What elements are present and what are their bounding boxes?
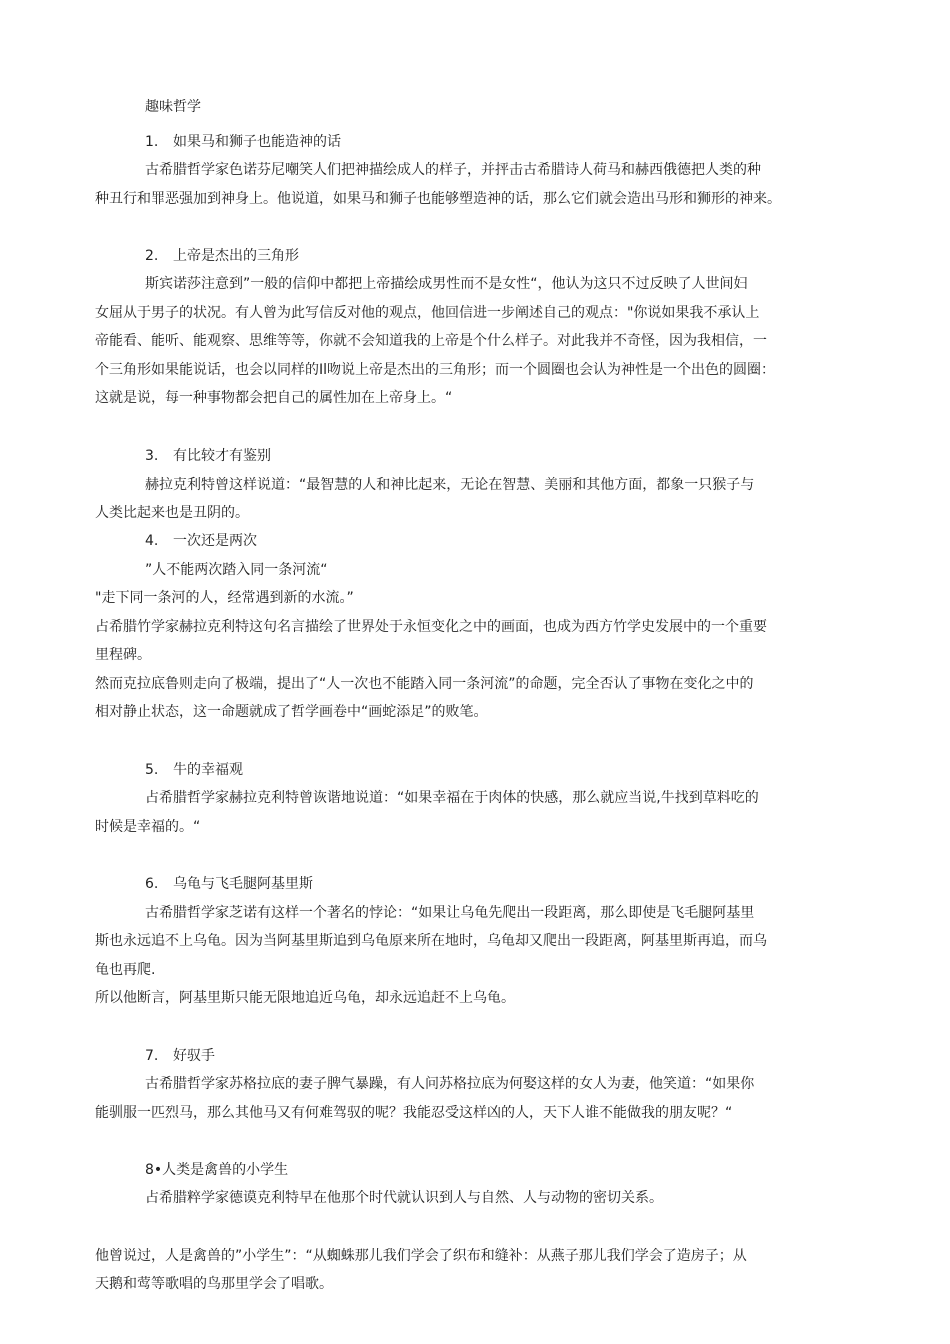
- paragraph-line: 女屈从于男子的状况。有人曾为此写信反对他的观点，他回信进一步阐述自己的观点："你说如果我不承认上: [95, 305, 760, 321]
- paragraph-line: 相对静止状态，这一命题就成了哲学画卷中“画蛇添足”的败笔。: [95, 704, 488, 720]
- paragraph-line: 这就是说，每一种事物都会把自己的属性加在上帝身上。“: [95, 390, 453, 406]
- paragraph-line: ”人不能两次踏入同一条河流“: [145, 562, 328, 578]
- section-number: 1.: [145, 134, 159, 150]
- section-number: 3.: [145, 448, 159, 464]
- paragraph-line: 个三角形如果能说话，也会以同样的Il吻说上帝是杰出的三角形；而一个圆圈也会认为神性是一个出色的圆圈：: [95, 362, 776, 378]
- section-heading: [145, 1160, 288, 1180]
- paragraph-line: 能驯服一匹烈马，那么其他马又有何难驾驭的呢？我能忍受这样凶的人，天下人谁不能做我的朋友呢？“: [95, 1105, 733, 1121]
- paragraph-line: 所以他断言，阿基里斯只能无限地追近乌龟，却永远追赶不上乌龟。: [95, 990, 515, 1006]
- paragraph-line: 他曾说过，人是禽兽的”小学生”：“从蜘蛛那儿我们学会了织布和缝补：从燕子那儿我们学会了造房子；从: [95, 1248, 747, 1264]
- paragraph-line: 斯宾诺莎注意到”一般的信仰中都把上帝描绘成男性而不是女性“，他认为这只不过反映了人世间妇: [145, 276, 748, 292]
- section-title: 上帝是杰出的三角形: [173, 248, 299, 264]
- section-number: 2.: [145, 248, 159, 264]
- paragraph-line: 时候是幸福的。“: [95, 819, 201, 835]
- paragraph-line: 赫拉克利特曾这样说道：“最智慧的人和神比起来，无论在智慧、美丽和其他方面，都象一只猴子与: [145, 477, 755, 493]
- section-number: 6.: [145, 876, 159, 892]
- paragraph-line: 里程碑。: [95, 647, 151, 663]
- section-title: 牛的幸福观: [173, 762, 243, 778]
- paragraph-line: 占希腊竹学家赫拉克利特这句名言描绘了世界处于永恒变化之中的画面，也成为西方竹学史发展中的一个重要: [95, 619, 767, 635]
- section-title: 如果马和狮子也能造神的话: [173, 134, 341, 150]
- section-title: 有比较才有鉴别: [173, 448, 271, 464]
- paragraph-line: 古希腊哲学家苏格拉底的妻子脾气暴躁，有人问苏格拉底为何娶这样的女人为妻，他笑道：“如果你: [145, 1076, 755, 1092]
- section-number: 4.: [145, 533, 159, 549]
- paragraph-line: 种丑行和罪恶强加到神身上。他说道，如果马和狮子也能够塑造神的话，那么它们就会造出马形和狮形的神来。: [95, 191, 781, 207]
- section-number: 8•: [145, 1162, 163, 1178]
- paragraph-line: 天鹅和莺等歌唱的鸟那里学会了唱歌。: [95, 1276, 333, 1292]
- paragraph-line: 然而克拉底鲁则走向了极端，提出了“人一次也不能踏入同一条河流”的命题，完全否认了事物在变化之中的: [95, 676, 754, 692]
- paragraph-line: 占希腊哲学家赫拉克利特曾诙谐地说道：“如果幸福在于肉体的快感，那么就应当说,牛找到草料吃的: [145, 790, 759, 806]
- section-number: 7.: [145, 1048, 159, 1064]
- paragraph-line: 占希腊粹学家德谟克利特早在他那个时代就认识到人与自然、人与动物的密切关系。: [145, 1190, 663, 1206]
- paragraph-line: 帝能看、能听、能观察、思维等等，你就不会知道我的上帝是个什么样子。对此我并不奇怪，因为我相信，一: [95, 333, 767, 349]
- paragraph-line: 龟也再爬.: [95, 962, 156, 978]
- section-number: 5.: [145, 762, 159, 778]
- section-heading: [145, 132, 341, 152]
- section-heading: [145, 446, 271, 466]
- paragraph-line: "走下同一条河的人，经常遇到新的水流。”: [95, 590, 354, 606]
- section-title: 好驭手: [173, 1048, 215, 1064]
- section-heading: [145, 874, 313, 894]
- section-heading: [145, 1046, 215, 1066]
- paragraph-line: 斯也永远追不上乌龟。因为当阿基里斯追到乌龟原来所在地时，乌龟却又爬出一段距离，阿基里斯再追，而乌: [95, 933, 767, 949]
- section-title: 一次还是两次: [173, 533, 257, 549]
- document-title: 趣味哲学: [145, 99, 201, 115]
- paragraph-line: 人类比起来也是丑阴的。: [95, 505, 249, 521]
- section-heading: [145, 531, 257, 551]
- section-title: 乌龟与飞毛腿阿基里斯: [173, 876, 313, 892]
- section-heading: [145, 246, 299, 266]
- paragraph-line: 古希腊哲学家芝诺有这样一个著名的悖论：“如果让乌龟先爬出一段距离，那么即使是飞毛腿阿基里: [145, 905, 755, 921]
- section-heading: [145, 760, 243, 780]
- paragraph-line: 古希腊哲学家色诺芬尼嘲笑人们把神描绘成人的样子，并抨击古希腊诗人荷马和赫西俄德把人类的种: [145, 162, 761, 178]
- section-title: 人类是禽兽的小学生: [162, 1162, 289, 1178]
